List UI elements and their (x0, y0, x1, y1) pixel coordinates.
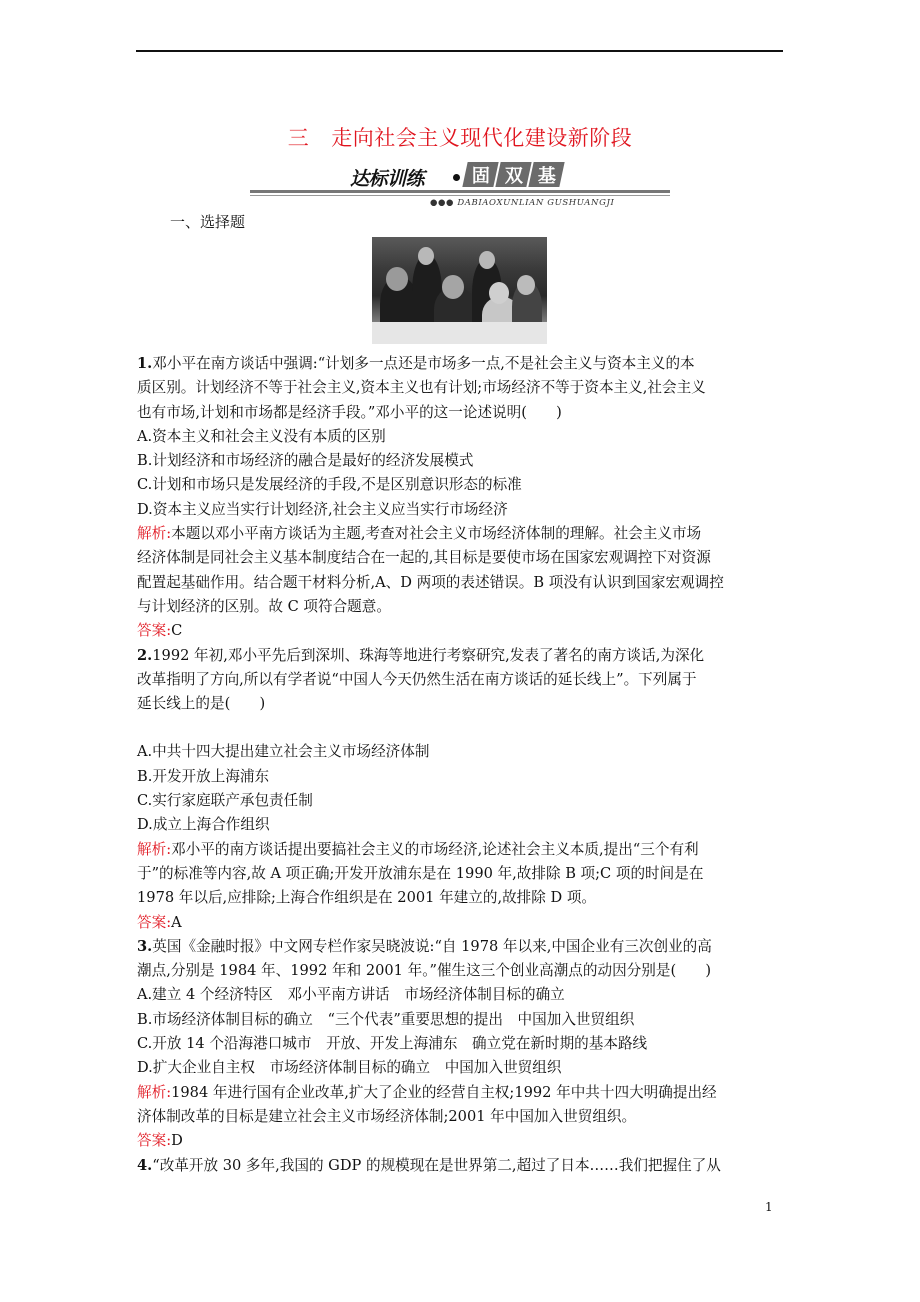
option-c: C.计划和市场只是发展经济的手段,不是区别意识形态的标准 (137, 476, 522, 494)
analysis: 解析:邓小平的南方谈话提出要搞社会主义的市场经济,论述社会主义本质,提出“三个有利 (137, 840, 699, 858)
banner-tiles (465, 162, 562, 187)
question-stem: 延长线上的是( ) (137, 695, 266, 713)
analysis: 解析:1984 年进行国有企业改革,扩大了企业的经营自主权;1992 年中共十四大明确提出经 (137, 1083, 717, 1101)
analysis: 配置起基础作用。结合题干材料分析,A、D 两项的表述错误。B 项没有认识到国家宏观调控 (137, 573, 724, 591)
question-stem: 也有市场,计划和市场都是经济手段。”邓小平的这一论述说明( ) (137, 403, 562, 421)
answer (137, 1129, 782, 1153)
question-4 (137, 1154, 782, 1178)
analysis: 与计划经济的区别。故 C 项符合题意。 (137, 597, 391, 615)
page-number: 1 (765, 1200, 773, 1214)
option-c: C.实行家庭联产承包责任制 (137, 792, 313, 810)
title-number: 三 (287, 126, 310, 150)
analysis-label: 解析: (137, 525, 172, 543)
question-list (137, 352, 782, 1178)
banner-rule-thin (250, 195, 670, 196)
analysis: 济体制改革的目标是建立社会主义市场经济体制;2001 年中国加入世贸组织。 (137, 1107, 637, 1125)
answer-value: A (171, 913, 182, 931)
answer (137, 911, 782, 935)
answer-label: 答案: (137, 913, 172, 931)
answer-label: 答案: (137, 1132, 172, 1150)
option-a: A.资本主义和社会主义没有本质的区别 (137, 427, 386, 445)
banner-tile: 固 (462, 162, 498, 187)
analysis: 经济体制是同社会主义基本制度结合在一起的,其目标是要使市场在国家宏观调控下对资源 (137, 549, 711, 567)
option-a: A.中共十四大提出建立社会主义市场经济体制 (137, 743, 430, 761)
question-1 (137, 352, 782, 644)
header-rule (136, 50, 783, 52)
question-stem: 4.“改革开放 30 多年,我国的 GDP 的规模现在是世界第二,超过了日本……我们把握住了从 (137, 1156, 721, 1174)
option-d: D.资本主义应当实行计划经济,社会主义应当实行市场经济 (137, 500, 508, 518)
answer-value: D (171, 1132, 183, 1150)
title-text: 走向社会主义现代化建设新阶段 (331, 126, 633, 150)
option-d: D.扩大企业自主权 市场经济体制目标的确立 中国加入世贸组织 (137, 1059, 562, 1077)
answer (137, 619, 782, 643)
analysis-label: 解析: (137, 840, 172, 858)
analysis: 1978 年以后,应排除;上海合作组织是在 2001 年建立的,故排除 D 项。 (137, 889, 597, 907)
question-stem: 潮点,分别是 1984 年、1992 年和 2001 年。”催生这三个创业高潮点的动因分别是( ) (137, 962, 712, 980)
page-title (0, 122, 920, 152)
banner-label: 达标训练 (350, 168, 425, 190)
section-banner (250, 160, 670, 210)
option-a: A.建立 4 个经济特区 邓小平南方讲话 市场经济体制目标的确立 (137, 986, 565, 1004)
question-stem: 3.英国《金融时报》中文网专栏作家吴晓波说:“自 1978 年以来,中国企业有三次创业的高 (137, 937, 712, 955)
analysis: 解析:本题以邓小平南方谈话为主题,考查对社会主义市场经济体制的理解。社会主义市场 (137, 525, 702, 543)
banner-dot-icon (453, 174, 460, 181)
section-heading: 一、选择题 (170, 213, 246, 231)
banner-rule (250, 190, 670, 193)
option-d: D.成立上海合作组织 (137, 816, 270, 834)
question-stem: 质区别。计划经济不等于社会主义,资本主义也有计划;市场经济不等于资本主义,社会主义 (137, 379, 706, 397)
photo-image (372, 237, 547, 344)
option-b: B.开发开放上海浦东 (137, 767, 270, 785)
question-stem: 2.1992 年初,邓小平先后到深圳、珠海等地进行考察研究,发表了著名的南方谈话,为深化 (137, 646, 705, 664)
option-b: B.市场经济体制目标的确立 “三个代表”重要思想的提出 中国加入世贸组织 (137, 1010, 635, 1028)
analysis-label: 解析: (137, 1083, 172, 1101)
option-b: B.计划经济和市场经济的融合是最好的经济发展模式 (137, 452, 474, 470)
option-c: C.开放 14 个沿海港口城市 开放、开发上海浦东 确立党在新时期的基本路线 (137, 1035, 648, 1053)
question-3 (137, 935, 782, 1154)
question-stem: 改革指明了方向,所以有学者说“中国人今天仍然生活在南方谈话的延长线上”。下列属于 (137, 670, 697, 688)
answer-value: C (171, 622, 183, 640)
banner-tile: 双 (495, 162, 531, 187)
answer-label: 答案: (137, 622, 172, 640)
analysis: 于”的标准等内容,故 A 项正确;开发开放浦东是在 1990 年,故排除 B 项;C 项的时间是在 (137, 864, 704, 882)
question-2 (137, 644, 782, 935)
question-stem: 1.邓小平在南方谈话中强调:“计划多一点还是市场多一点,不是社会主义与资本主义的本 (137, 355, 695, 372)
banner-tile: 基 (528, 162, 564, 187)
banner-subtitle: ●●● DABIAOXUNLIAN GUSHUANGJI (430, 198, 615, 208)
